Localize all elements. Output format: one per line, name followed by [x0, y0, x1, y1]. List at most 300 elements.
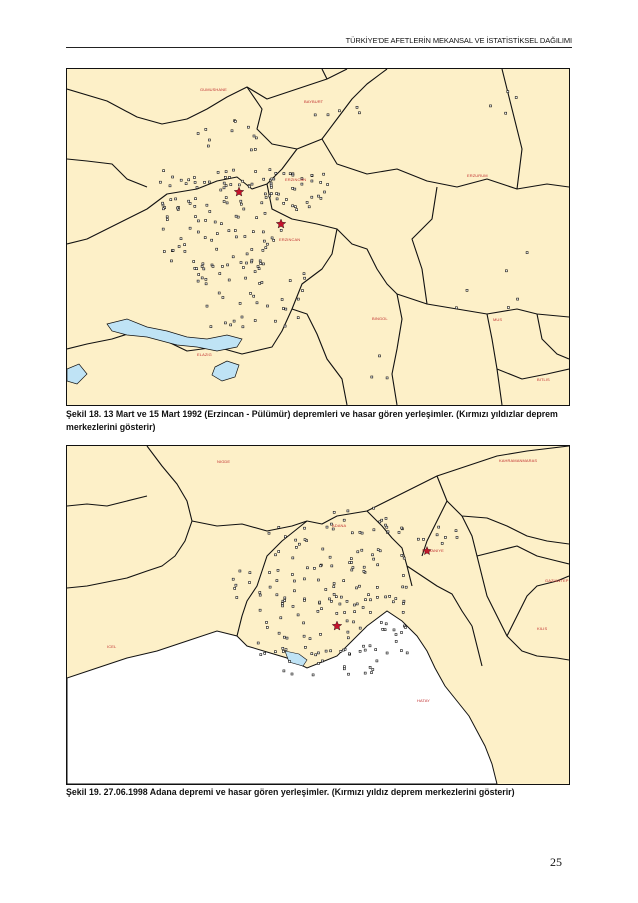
settlement-marker — [257, 642, 259, 644]
settlement-marker — [237, 216, 239, 218]
settlement-marker — [353, 621, 355, 623]
settlement-marker — [320, 633, 322, 635]
settlement-marker — [188, 179, 190, 181]
settlement-marker — [184, 250, 186, 252]
settlement-marker — [240, 262, 242, 264]
settlement-marker — [248, 186, 250, 188]
settlement-marker — [292, 205, 294, 207]
settlement-marker — [282, 308, 284, 310]
settlement-marker — [389, 595, 391, 597]
settlement-marker — [205, 283, 207, 285]
settlement-marker — [278, 526, 280, 528]
settlement-marker — [276, 594, 278, 596]
settlement-marker — [217, 171, 219, 173]
settlement-marker — [284, 536, 286, 538]
place-label: ERZURUM — [467, 173, 488, 178]
settlement-marker — [515, 97, 517, 99]
settlement-marker — [268, 532, 270, 534]
settlement-marker — [295, 546, 297, 548]
settlement-marker — [264, 652, 266, 654]
settlement-marker — [357, 551, 359, 553]
settlement-marker — [197, 231, 199, 233]
settlement-marker — [276, 198, 278, 200]
settlement-marker — [400, 650, 402, 652]
settlement-marker — [250, 149, 252, 151]
settlement-marker — [271, 237, 273, 239]
settlement-marker — [251, 249, 253, 251]
settlement-marker — [317, 652, 319, 654]
settlement-marker — [322, 548, 324, 550]
adana-earthquake-map — [66, 445, 570, 785]
settlement-marker — [162, 228, 164, 230]
settlement-marker — [398, 531, 400, 533]
settlement-marker — [269, 586, 271, 588]
settlement-marker — [380, 622, 382, 624]
settlement-marker — [270, 182, 272, 184]
place-label: ERZINCAN — [285, 177, 307, 182]
settlement-marker — [375, 649, 377, 651]
settlement-marker — [387, 531, 389, 533]
settlement-marker — [234, 230, 236, 232]
settlement-marker — [376, 586, 378, 588]
settlement-marker — [196, 268, 198, 270]
settlement-marker — [205, 278, 207, 280]
settlement-marker — [246, 262, 248, 264]
settlement-marker — [351, 561, 353, 563]
settlement-marker — [283, 636, 285, 638]
settlement-marker — [359, 531, 361, 533]
settlement-marker — [456, 536, 458, 538]
settlement-marker — [284, 597, 286, 599]
settlement-marker — [402, 611, 404, 613]
settlement-marker — [317, 610, 319, 612]
settlement-marker — [262, 263, 264, 265]
settlement-marker — [188, 200, 190, 202]
settlement-marker — [369, 611, 371, 613]
settlement-marker — [303, 578, 305, 580]
settlement-marker — [293, 580, 295, 582]
settlement-marker — [333, 586, 335, 588]
place-label: ICEL — [107, 644, 117, 649]
settlement-marker — [189, 202, 191, 204]
settlement-marker — [330, 600, 332, 602]
settlement-marker — [253, 135, 255, 137]
settlement-marker — [401, 554, 403, 556]
settlement-marker — [368, 594, 370, 596]
settlement-marker — [239, 570, 241, 572]
settlement-marker — [359, 627, 361, 629]
settlement-marker — [281, 299, 283, 301]
settlement-marker — [225, 197, 227, 199]
settlement-marker — [347, 510, 349, 512]
settlement-marker — [285, 308, 287, 310]
settlement-marker — [266, 621, 268, 623]
settlement-marker — [343, 519, 345, 521]
settlement-marker — [303, 635, 305, 637]
settlement-marker — [221, 265, 223, 267]
place-label: HATAY — [417, 698, 430, 703]
settlement-marker — [405, 586, 407, 588]
map1-borders — [67, 69, 569, 405]
settlement-marker — [296, 209, 298, 211]
settlement-marker — [256, 217, 258, 219]
settlement-marker — [196, 187, 198, 189]
settlement-marker — [302, 290, 304, 292]
settlement-marker — [244, 236, 246, 238]
settlement-marker — [517, 298, 519, 300]
settlement-marker — [274, 320, 276, 322]
settlement-marker — [373, 507, 375, 509]
epicenter-star-icon — [332, 621, 342, 630]
settlement-marker — [275, 172, 277, 174]
settlement-marker — [423, 538, 425, 540]
settlement-marker — [321, 660, 323, 662]
settlement-marker — [234, 120, 236, 122]
settlement-marker — [377, 549, 379, 551]
settlement-marker — [369, 645, 371, 647]
settlement-marker — [220, 223, 222, 225]
settlement-marker — [281, 603, 283, 605]
settlement-marker — [304, 527, 306, 529]
settlement-marker — [371, 376, 373, 378]
settlement-marker — [363, 570, 365, 572]
settlement-marker — [259, 609, 261, 611]
settlement-marker — [220, 189, 222, 191]
settlement-marker — [311, 653, 313, 655]
settlement-marker — [230, 184, 232, 186]
settlement-marker — [219, 273, 221, 275]
settlement-marker — [289, 173, 291, 175]
settlement-marker — [395, 634, 397, 636]
settlement-marker — [303, 599, 305, 601]
settlement-marker — [321, 608, 323, 610]
settlement-marker — [331, 565, 333, 567]
settlement-marker — [344, 612, 346, 614]
settlement-marker — [292, 187, 294, 189]
settlement-marker — [163, 170, 165, 172]
settlement-marker — [376, 596, 378, 598]
settlement-marker — [255, 171, 257, 173]
epicenter-star-icon — [276, 219, 286, 228]
settlement-marker — [303, 622, 305, 624]
settlement-marker — [317, 195, 319, 197]
settlement-marker — [202, 263, 204, 265]
settlement-marker — [379, 355, 381, 357]
settlement-marker — [370, 599, 372, 601]
settlement-marker — [373, 558, 375, 560]
settlement-marker — [386, 377, 388, 379]
settlement-marker — [438, 526, 440, 528]
running-header: TÜRKİYE'DE AFETLERİN MEKANSAL VE İSTATİSTİKSEL DAĞILIMI — [345, 36, 572, 45]
settlement-marker — [361, 549, 363, 551]
settlement-marker — [223, 187, 225, 189]
settlement-marker — [209, 211, 211, 213]
settlement-marker — [267, 305, 269, 307]
settlement-marker — [289, 660, 291, 662]
settlement-marker — [216, 233, 218, 235]
settlement-marker — [295, 539, 297, 541]
settlement-marker — [455, 307, 457, 309]
settlement-marker — [204, 237, 206, 239]
settlement-marker — [377, 564, 379, 566]
settlement-marker — [240, 200, 242, 202]
settlement-marker — [325, 650, 327, 652]
settlement-marker — [385, 596, 387, 598]
settlement-marker — [172, 176, 174, 178]
settlement-marker — [193, 261, 195, 263]
settlement-marker — [235, 236, 237, 238]
settlement-marker — [336, 612, 338, 614]
settlement-marker — [309, 638, 311, 640]
settlement-marker — [227, 264, 229, 266]
settlement-marker — [205, 219, 207, 221]
settlement-marker — [363, 566, 365, 568]
settlement-marker — [249, 572, 251, 574]
settlement-marker — [358, 585, 360, 587]
settlement-marker — [386, 652, 388, 654]
settlement-marker — [395, 640, 397, 642]
settlement-marker — [266, 243, 268, 245]
settlement-marker — [282, 647, 284, 649]
settlement-marker — [526, 252, 528, 254]
settlement-marker — [401, 632, 403, 634]
settlement-marker — [278, 551, 280, 553]
settlement-marker — [320, 181, 322, 183]
settlement-marker — [356, 106, 358, 108]
settlement-marker — [282, 651, 284, 653]
settlement-marker — [379, 521, 381, 523]
settlement-marker — [251, 183, 253, 185]
figure19-caption: Şekil 19. 27.06.1998 Adana depremi ve hasar gören yerleşimler. (Kırmızı yıldız deprem merkezlerini gösterir) — [66, 787, 515, 797]
settlement-marker — [270, 186, 272, 188]
settlement-marker — [403, 557, 405, 559]
epicenter-star-icon — [234, 187, 244, 196]
settlement-marker — [260, 263, 262, 265]
settlement-marker — [364, 649, 366, 651]
settlement-marker — [306, 567, 308, 569]
settlement-marker — [369, 666, 371, 668]
settlement-marker — [261, 281, 263, 283]
settlement-marker — [441, 542, 443, 544]
settlement-marker — [392, 601, 394, 603]
erzincan-earthquake-map — [66, 68, 570, 406]
settlement-marker — [204, 181, 206, 183]
settlement-marker — [269, 169, 271, 171]
settlement-marker — [406, 652, 408, 654]
settlement-marker — [262, 231, 264, 233]
settlement-marker — [201, 265, 203, 267]
settlement-marker — [289, 280, 291, 282]
settlement-marker — [285, 199, 287, 201]
settlement-marker — [235, 215, 237, 217]
settlement-marker — [352, 567, 354, 569]
settlement-marker — [372, 554, 374, 556]
place-label: KILIS — [537, 626, 548, 631]
settlement-marker — [323, 173, 325, 175]
settlement-marker — [232, 578, 234, 580]
settlement-marker — [229, 176, 231, 178]
settlement-marker — [285, 649, 287, 651]
settlement-marker — [335, 596, 337, 598]
settlement-marker — [216, 248, 218, 250]
header-rule — [66, 47, 572, 48]
settlement-marker — [402, 586, 404, 588]
settlement-marker — [170, 260, 172, 262]
settlement-marker — [364, 672, 366, 674]
place-label: MUS — [493, 317, 503, 322]
settlement-marker — [304, 539, 306, 541]
settlement-marker — [403, 600, 405, 602]
settlement-marker — [507, 91, 509, 93]
settlement-marker — [166, 219, 168, 221]
settlement-marker — [274, 651, 276, 653]
settlement-marker — [207, 145, 209, 147]
settlement-marker — [384, 629, 386, 631]
settlement-marker — [254, 148, 256, 150]
settlement-marker — [350, 558, 352, 560]
settlement-marker — [329, 556, 331, 558]
place-label: GAZIANTEP — [545, 578, 569, 583]
settlement-marker — [313, 567, 315, 569]
settlement-marker — [373, 529, 375, 531]
settlement-marker — [228, 279, 230, 281]
settlement-marker — [351, 532, 353, 534]
settlement-marker — [194, 205, 196, 207]
settlement-marker — [233, 169, 235, 171]
settlement-marker — [385, 623, 387, 625]
settlement-marker — [260, 654, 262, 656]
settlement-marker — [292, 605, 294, 607]
settlement-marker — [223, 201, 225, 203]
settlement-marker — [254, 271, 256, 273]
settlement-marker — [294, 206, 296, 208]
settlement-marker — [169, 185, 171, 187]
settlement-marker — [361, 532, 363, 534]
settlement-marker — [201, 277, 203, 279]
settlement-marker — [211, 239, 213, 241]
settlement-marker — [255, 137, 257, 139]
place-label: KAHRAMANMARAS — [499, 458, 538, 463]
settlement-marker — [507, 307, 509, 309]
settlement-marker — [175, 198, 177, 200]
settlement-marker — [327, 184, 329, 186]
settlement-marker — [247, 126, 249, 128]
settlement-marker — [315, 654, 317, 656]
settlement-marker — [238, 184, 240, 186]
settlement-marker — [263, 240, 265, 242]
settlement-marker — [197, 280, 199, 282]
settlement-marker — [240, 203, 242, 205]
settlement-marker — [385, 517, 387, 519]
settlement-marker — [259, 594, 261, 596]
settlement-marker — [280, 229, 282, 231]
settlement-marker — [298, 543, 300, 545]
settlement-marker — [266, 626, 268, 628]
settlement-marker — [292, 557, 294, 559]
settlement-marker — [358, 112, 360, 114]
settlement-marker — [249, 582, 251, 584]
settlement-marker — [348, 673, 350, 675]
settlement-marker — [356, 587, 358, 589]
settlement-marker — [224, 322, 226, 324]
settlement-marker — [347, 631, 349, 633]
settlement-marker — [208, 181, 210, 183]
settlement-marker — [264, 193, 266, 195]
settlement-marker — [284, 325, 286, 327]
settlement-marker — [417, 538, 419, 540]
place-label: NIGDE — [217, 459, 231, 464]
settlement-marker — [180, 179, 182, 181]
settlement-marker — [326, 526, 328, 528]
settlement-marker — [351, 569, 353, 571]
settlement-marker — [284, 600, 286, 602]
settlement-marker — [294, 188, 296, 190]
settlement-marker — [359, 650, 361, 652]
settlement-marker — [275, 554, 277, 556]
settlement-marker — [346, 620, 348, 622]
place-label: OSMANIYE — [422, 548, 444, 553]
settlement-marker — [330, 650, 332, 652]
settlement-marker — [324, 191, 326, 193]
settlement-marker — [308, 206, 310, 208]
settlement-marker — [242, 326, 244, 328]
settlement-marker — [286, 637, 288, 639]
settlement-marker — [293, 590, 295, 592]
settlement-marker — [291, 673, 293, 675]
settlement-marker — [224, 176, 226, 178]
settlement-marker — [197, 220, 199, 222]
settlement-marker — [297, 298, 299, 300]
settlement-marker — [283, 670, 285, 672]
settlement-marker — [231, 130, 233, 132]
settlement-marker — [311, 174, 313, 176]
settlement-marker — [372, 669, 374, 671]
settlement-marker — [250, 292, 252, 294]
settlement-marker — [343, 668, 345, 670]
settlement-marker — [259, 282, 261, 284]
settlement-marker — [347, 637, 349, 639]
settlement-marker — [340, 596, 342, 598]
settlement-marker — [297, 614, 299, 616]
settlement-marker — [210, 326, 212, 328]
settlement-marker — [195, 216, 197, 218]
settlement-marker — [225, 185, 227, 187]
settlement-marker — [303, 273, 305, 275]
settlement-marker — [242, 267, 244, 269]
settlement-marker — [362, 607, 364, 609]
settlement-marker — [455, 530, 457, 532]
settlement-marker — [258, 268, 260, 270]
settlement-marker — [306, 201, 308, 203]
settlement-marker — [490, 105, 492, 107]
settlement-marker — [198, 274, 200, 276]
settlement-marker — [342, 649, 344, 651]
settlement-marker — [354, 611, 356, 613]
settlement-marker — [311, 180, 313, 182]
settlement-marker — [265, 197, 267, 199]
settlement-marker — [304, 646, 306, 648]
settlement-marker — [261, 202, 263, 204]
settlement-marker — [239, 302, 241, 304]
settlement-marker — [371, 672, 373, 674]
settlement-marker — [280, 617, 282, 619]
settlement-marker — [320, 197, 322, 199]
settlement-marker — [172, 249, 174, 251]
settlement-marker — [253, 295, 255, 297]
settlement-marker — [193, 177, 195, 179]
settlement-marker — [338, 110, 340, 112]
map2-borders — [67, 446, 569, 784]
